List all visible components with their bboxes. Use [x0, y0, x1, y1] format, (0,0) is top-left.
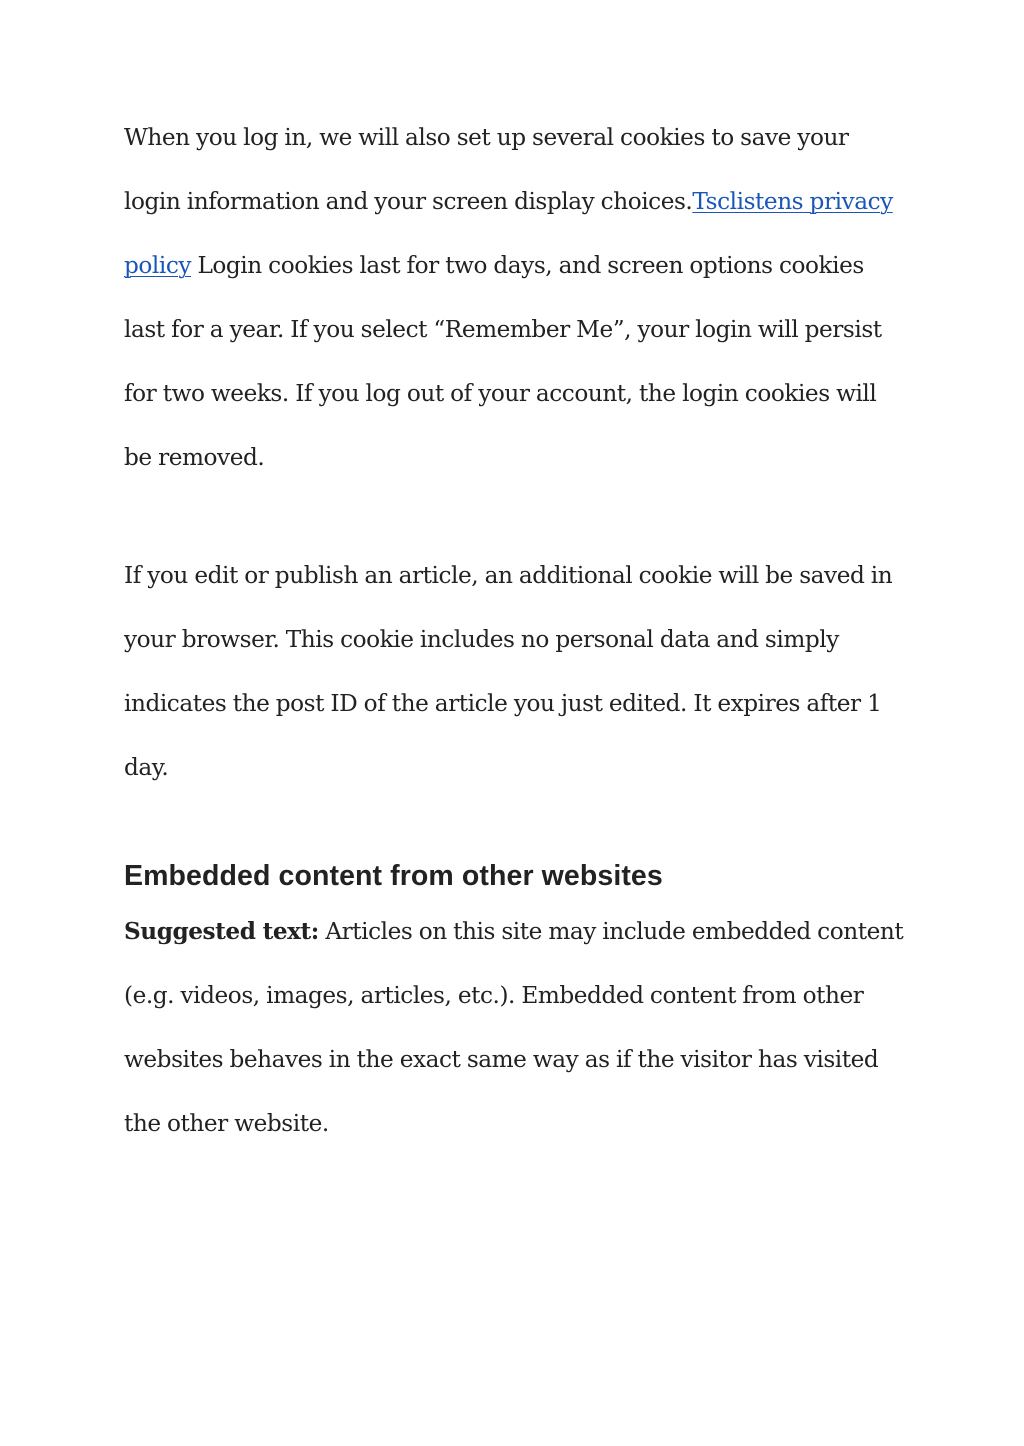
login-cookies-text-end: Login cookies last for two days, and screen options cookies last for a year. If you select “Remember Me”, your login will persist for two weeks. If you log out of your account, the login cookies will be removed. — [124, 252, 882, 471]
paragraph-embedded-content — [124, 900, 904, 1156]
paragraph-login-cookies — [124, 106, 904, 490]
suggested-text-label: Suggested text: — [124, 918, 319, 945]
section-heading-embedded-content: Embedded content from other websites — [124, 860, 663, 892]
privacy-policy-link[interactable]: Tsclistens privacy policy — [124, 188, 893, 279]
login-cookies-text-start: When you log in, we will also set up several cookies to save your login information and your screen display choices. — [124, 124, 849, 215]
paragraph-article-cookie: If you edit or publish an article, an additional cookie will be saved in your browser. This cookie includes no personal data and simply indicates the post ID of the article you just edited. It expires after 1 day. — [124, 562, 893, 781]
embedded-content-text: Articles on this site may include embedded content (e.g. videos, images, articles, etc.). Embedded content from other websites behaves in the exact same way as if the visitor has visited the other website. — [124, 918, 904, 1137]
document-content — [124, 106, 904, 1156]
